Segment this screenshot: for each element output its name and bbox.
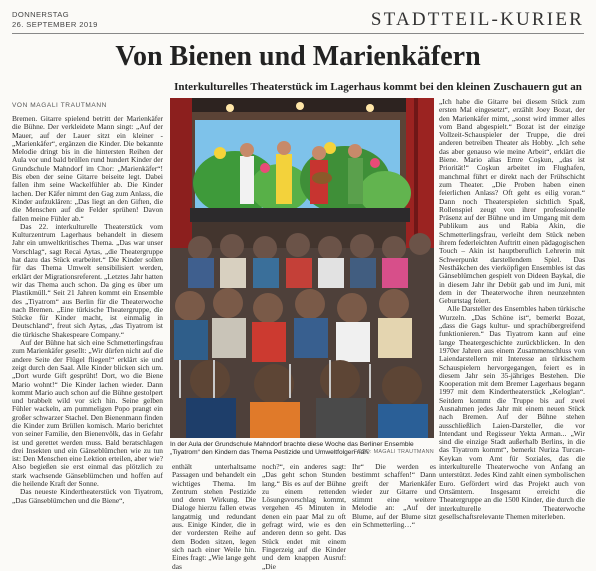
- bottom-column-1: [172, 462, 256, 571]
- issue-date: [12, 10, 98, 29]
- weekday: DONNERSTAG: [12, 10, 70, 19]
- bottom-column-2: [262, 462, 346, 571]
- paragraph: Bremen. Gitarre spielend betritt der Marienkäfer die Bühne. Der verkleidete Mann singt: „Auf der Mauer, auf der Lauer sitzt ein kleiner - „Marienkäfer“, ergänzen die Kinder. Die bekannte Melodie dringt bis in die hintersten Reihen der Aula vor und bald brüllen rund hundert Kinder der Grundschule Mahndorf im Chor: „Marienkäfer“! Bis eben der seine Gitarre beiseite legt. Dabei fallen ihm seine Wackelfühler ab. Die Kinder lachen. Der Käfer nimmt den Gag zum Anlass, die Kinder aufzuklären: „Das liegt an den Giften, die die Menschen auf die Felder sprühen! Davon fallen meine Fühler ab.“: [12, 114, 163, 223]
- photo-caption: In der Aula der Grundschule Mahndorf brachte diese Woche das Berliner Ensemble „Tiyatrom“ den Kindern das Thema Pestizide und Umweltfolgen nah.: [170, 441, 414, 456]
- header-rule: [12, 33, 584, 34]
- bottom-column-3: [352, 462, 436, 530]
- paragraph: Alle Darsteller des Ensembles haben türkische Wurzeln. „Das Schöne ist“, bemerkt Bozat, „dass die Gags kultur- und sprachübergreifend funktionieren.“ Das Tiyatrom kann auf eine lange Theatergeschichte zurückblicken. In den 1970er Jahren aus einem Zusammenschluss von Laiendarstellern mit Interesse an türkischem Schauspielern hervorgegangen, feiert es in diesem Jahr sein 35-jähriges Bestehen. Die Kooperation mit dem Bremer Lagerhaus begann 1997 mit dem Kindertheaterstück „Keloglan“. Seitdem kommt die Truppe bis auf zwei Ausnahmen jedes Jahr mit einem neuen Stück nach Bremen. Auf der Bühne stehen ausschließlich Laien-Darsteller, die vor Intendant und Regisseur Yekta Arman... „Wir sind die einzige Stadt außerhalb Berlins, in die das Tiyatrom kommt“, bemerkt Nuriza Turcan-Keykan vom Amt für Soziales, das die interkulturelle Theaterwoche von Anfang an unterstützt. Jedes Kind zahlt einen symbolischen Euro. Gefördert wird das Projekt auch von Ortsämtern. Insgesamt erreicht die Theatergruppe an die 1500 Kinder, die durch die interkulturelle Theaterwoche gesellschaftsrelevante Themen miterleben.: [439, 304, 585, 521]
- left-column: [12, 115, 163, 515]
- paragraph: Das neueste Kindertheaterstück von Tiyatrom, „Das Gänseblümchen und die Biene“,: [12, 487, 163, 505]
- section-title: STADTTEIL-KURIER: [370, 9, 584, 30]
- article-headline: Von Bienen und Marienkäfern: [115, 41, 481, 72]
- paragraph: noch?“, ein anderes sagt: „Das geht schon Stunden lang.“ Bis es auf der Bühne zu einem rettenden Lösungsvorschlag kommt, vergehen 45 Minuten in denen ein paar Mal zu oft gefragt wird, wie es den anderen denn so geht. Das Stück endet mit einem Fingerzeig auf die Kinder und dem knappen Ausruf: „Die: [262, 462, 346, 571]
- paragraph: Das 22. interkulturelle Theaterstück vom Kulturzentrum Lagerhaus behandelt in diesem Jahr ein umweltkritisches Thema. „Das war unser Vorschlag“, sagt Recai Aytas, „die Theatergruppe hat dazu das Stück erarbeitet.“ Die Kinder sollen für das Thema Umwelt sensibilisiert werden, erklärt der Migrationsreferent. „Letztes Jahr hatten wir das Thema auch schon. Da ging es über um Plastikmüll.“ Seit 21 Jahren kommt ein Ensemble des „Tiyatrom“ aus Berlin für die Theaterwoche nach Bremen. „Eine türkische Theatergruppe, die Stücke für Kinder macht, ist einmalig in Deutschland“, freut sich Aytas, „das Tiyatrom ist die türkische Shakespeare Company.“: [12, 221, 163, 339]
- article-byline: VON MAGALI TRAUTMANN: [12, 102, 107, 109]
- right-column: [439, 97, 585, 521]
- paragraph: enthält unterhaltsame Passagen und behandelt ein wichtiges Thema. Im Zentrum stehen Pestizide und deren Wirkung. Die Dialoge hierzu fallen etwas langatmig und redundant aus. Einige Kinder, die in der vordersten Reihe auf dem Boden sitzen, legen sich nach einer Weile hin. Eines fragt: „Wie lange geht das: [172, 462, 256, 571]
- photo-credit: FOTO: MAGALI TRAUTMANN: [353, 449, 434, 455]
- article-subheadline: Interkulturelles Theaterstück im Lagerhaus kommt bei den kleinen Zuschauern gut an: [174, 81, 582, 93]
- paragraph: Ihr“ Die werden es bestimmt schaffen!“ Dann greift der Marienkäfer wieder zur Gitarre und stimmt eine weitere Melodie an: „Auf der Blume, auf der Blume sitzt ein Schmetterling…“: [352, 462, 436, 530]
- paragraph: Auf der Bühne hat sich eine Schmetterlingsfrau zum Marienkäfer gesellt: „Wir dürfen nicht auf die andere Seite der Flügel fliegen!“ erklärt sie und zeigt durch den Saal. Alle Kinder blicken sich um. „Dort wurde Gift gesprüht! Dort, wo die Biene Mario wohnt!“ Die Kinder lachen wieder. Dann kommt Mario auch schon auf die Bühne gestolpert und brabbelt wild vor sich hin. Seine gelben Fühler wackeln, am pummeligen Popo prangt ein großer schwarzer Stachel. Den Bienenmann finden die Kinder zum Brüllen komisch. Mario berichtet von seiner Familie, den Bienenvölk, das in Gefahr ist und gerettet werden muss. Bald beratschlagen drei Insekten und ein Gänseblümchen wie zu tun ist: Den Menschen eine Lektion erteilen, aber wie? Also begießen sie erst einmal das plötzlich zu stark wachsende Gänseblümchen und hoffen auf die heilende Kraft der Sonne.: [12, 338, 163, 489]
- date: 26. SEPTEMBER 2019: [12, 19, 98, 29]
- article-photo: [170, 98, 434, 438]
- paragraph: „Ich habe die Gitarre bei diesem Stück zum ersten Mal eingesetzt“, erzählt Joey Bozat, der den Marienkäfer mimt, „sonst wird immer alles vom Band abgespielt.“ Bozat ist der einzige Vollzeit-Schauspieler der Truppe, die drei anderen betreiben Theater als Hobby. „Ich sehe das aber genauso wie meine Arbeit“, erklärt die Biene. Mario alias Emre Coşkun, „das ist Priorität!“ Coşkun arbeitet im Flughafen, manchmal führt er direkt nach der Frühschicht zum Theater. „Die Proben haben einen feierlichen Anlass? Oft geht es eilig voran.“ Dann noch Theaterspielen sichtlich Spaß, Rollenspiel zeugt von ihrer professionelle Präsenz auf der Bühne und im Umgang mit dem Publikum aus und Rabia Akin, die Schmetterlingsfrau, verleiht dem Stück neben ihrem federleichten Auftritt einen pädagogischen Touch – Akin ist hauptberuflich Lehrerin mit Schwerpunkt darstellendem Spiel. Das Nesthäkchen des vierköpfigen Ensembles ist das Gänseblümchen gespielt von Dideen Baykal, die in diesem Jahr ihr Debüt gab und im Juni, mit dem in der Theaterwoche ihren neunzehnten Geburtstag feiert.: [439, 97, 585, 306]
